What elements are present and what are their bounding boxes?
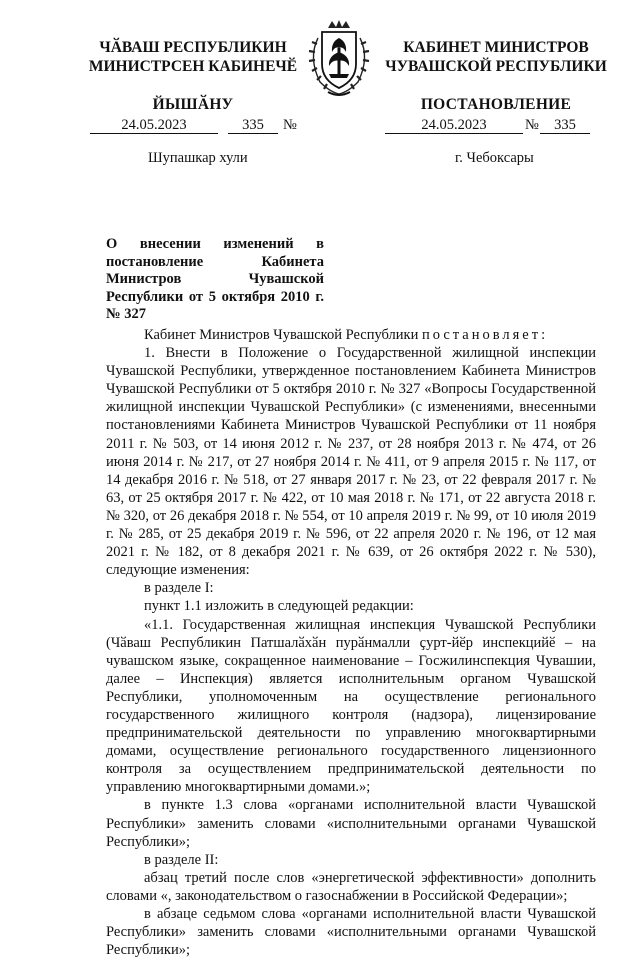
header-left-title: ЧӐВАШ РЕСПУБЛИКИН МИНИСТРСЕН КАБИНЕЧӖ: [88, 39, 298, 75]
header-right: [382, 38, 610, 114]
number-right: 335: [540, 117, 590, 134]
date-left: 24.05.2023: [90, 117, 218, 134]
paragraph-7: абзац третий после слов «энергетической эффективности» дополнить словами «, законодательством о газоснабжении в Российской Федерации»;: [106, 869, 596, 904]
city-left: Шупашкар хули: [148, 150, 248, 166]
intro-prefix: Кабинет Министров Чувашской Республики: [144, 327, 419, 343]
date-right: 24.05.2023: [385, 117, 523, 134]
header-right-title: КАБИНЕТ МИНИСТРОВ ЧУВАШСКОЙ РЕСПУБЛИКИ: [385, 39, 607, 75]
number-left: 335: [228, 117, 278, 134]
document-subject: О внесении изменений в постановление Кабинета Министров Чувашской Республики от 5 октября 2010 г. № 327: [106, 236, 324, 322]
coat-of-arms-icon: [302, 18, 376, 100]
paragraph-2: в разделе I:: [144, 580, 214, 597]
header-left: [80, 38, 306, 114]
city-right: г. Чебоксары: [455, 150, 534, 166]
header-left-doc-type: ЙЫШӐНУ: [152, 96, 234, 113]
paragraph-3: пункт 1.1 изложить в следующей редакции:: [144, 598, 414, 615]
number-sign-left: №: [283, 117, 297, 133]
document-body: [106, 326, 596, 959]
paragraph-4: «1.1. Государственная жилищная инспекция Чувашской Республики (Чӑваш Республикин Патшалӑхӑн пурӑнмалли ҫурт-йӗр инспекцийӗ – на чувашском языке, сокращенное наименование – Госжилинспекция Чувашии, далее – Инспекция) является исполнительным органом Чувашской Республики, уполномоченным на осуществление регионального государственного жилищного контроля (надзора), лицензирование предпринимательской деятельности по управлению многоквартирными домами, осуществление регионального государственного лицензионного контроля за осуществлением предпринимательской деятельности по управлению многоквартирными домами.»;: [106, 616, 596, 796]
header-right-doc-type: ПОСТАНОВЛЕНИЕ: [420, 96, 572, 113]
paragraph-1: 1. Внести в Положение о Государственной жилищной инспекции Чувашской Республики, утвержденное постановлением Кабинета Министров Чувашской Республики от 5 октября 2010 г. № 327 «Вопросы Государственной жилищной инспекции Чувашской Республики» (с изменениями, внесенными постановлениями Кабинета Министров Чувашской Республики от 11 ноября 2011 г. № 503, от 14 июня 2012 г. № 237, от 28 ноября 2013 г. № 474, от 26 июня 2014 г. № 217, от 27 ноября 2014 г. № 411, от 9 апреля 2015 г. № 117, от 14 декабря 2016 г. № 518, от 27 января 2017 г. № 23, от 22 февраля 2017 г. № 63, от 25 октября 2017 г. № 422, от 10 мая 2018 г. № 171, от 22 августа 2018 г. № 320, от 26 декабря 2018 г. № 554, от 10 апреля 2019 г. № 99, от 10 июля 2019 г. № 285, от 25 декабря 2019 г. № 596, от 22 апреля 2020 г. № 196, от 12 мая 2021 г. № 182, от 8 декабря 2021 г. № 639, от 26 октября 2022 г. № 530), следующие изменения:: [106, 345, 596, 579]
intro-decree-word: постановляет:: [421, 327, 549, 343]
paragraph-8: в абзаце седьмом слова «органами исполнительной власти Чувашской Республики» заменить словами «исполнительными органами Чувашской Республики»;: [106, 906, 596, 959]
number-sign-right: №: [525, 117, 539, 133]
paragraph-5: в пункте 1.3 слова «органами исполнительной власти Чувашской Республики» заменить словами «исполнительными органами Чувашской Республики»;: [106, 797, 596, 850]
paragraph-6: в разделе II:: [144, 851, 219, 868]
intro-paragraph: [106, 326, 596, 344]
